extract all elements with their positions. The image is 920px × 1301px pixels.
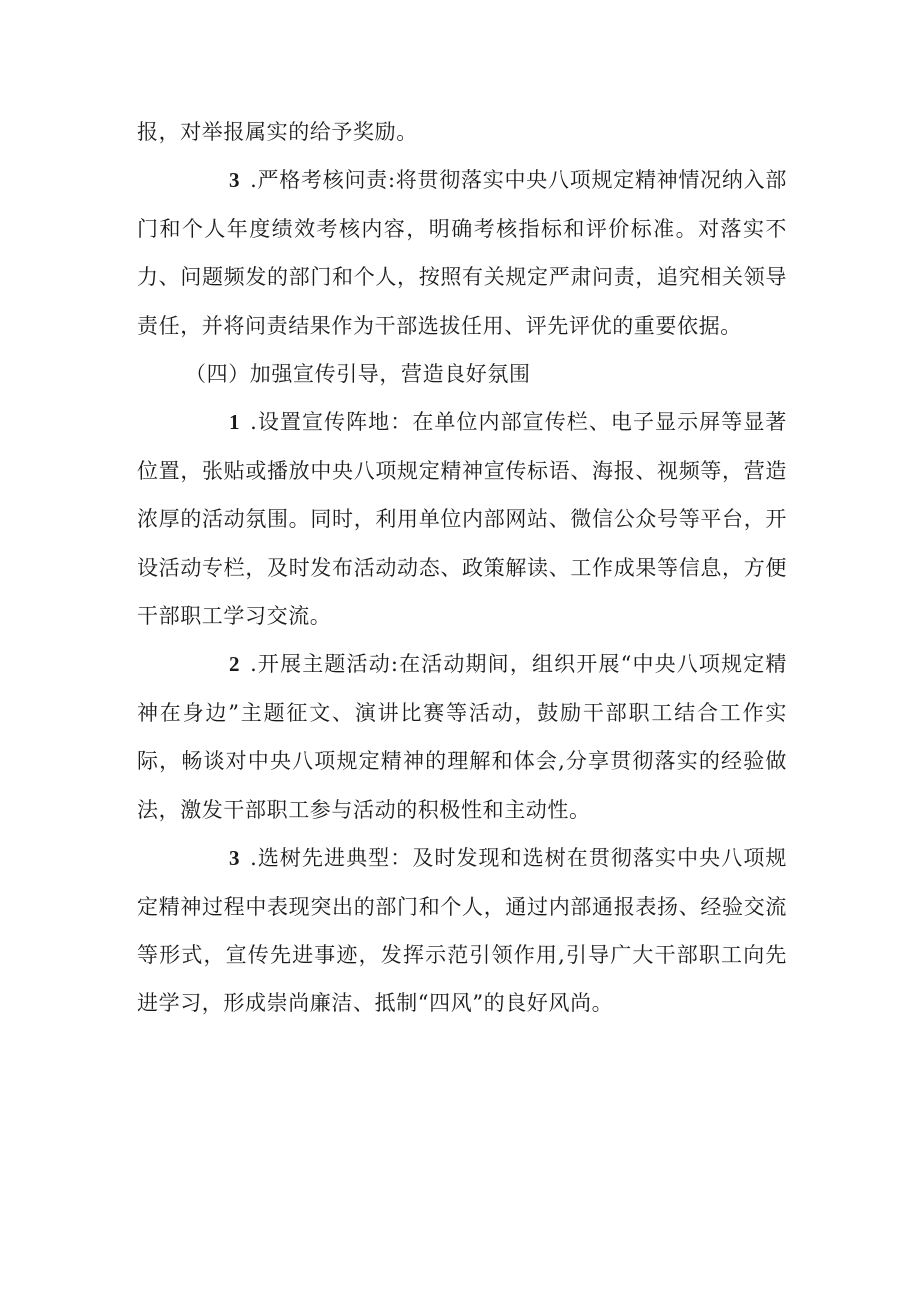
paragraph-strict-assessment [137, 156, 787, 350]
paragraph-advanced-models [137, 834, 787, 1028]
paragraph-continuation: 报，对举报属实的给予奖励。 [137, 120, 418, 144]
paragraph-publicity-platform [137, 398, 787, 640]
item-number: 3 [229, 168, 241, 193]
paragraph-text: .严格考核问责:将贯彻落实中央八项规定精神情况纳入部门和个人年度绩效考核内容，明确考核指标和评价标准。对落实不力、问题频发的部门和个人，按照有关规定严肃问责，追究相关领导责任，并将问责结果作为干部选拔任用、评先评优的重要依据。 [137, 168, 787, 338]
paragraph-text: .选树先进典型：及时发现和选树在贯彻落实中央八项规定精神过程中表现突出的部门和个人，通过内部通报表扬、经验交流等形式，宣传先进事迹，发挥示范引领作用,引导广大干部职工向先进学习，形成崇尚廉洁、抵制“四风”的良好风尚。 [137, 846, 787, 1016]
item-number: 1 [229, 410, 241, 435]
paragraph-text: .开展主题活动:在活动期间，组织开展“中央八项规定精神在身边”主题征文、演讲比赛等活动，鼓励干部职工结合工作实际，畅谈对中央八项规定精神的理解和体会,分享贯彻落实的经验做法，激发干部职工参与活动的积极性和主动性。 [137, 652, 787, 822]
item-number: 2 [229, 652, 241, 677]
paragraph-text: .设置宣传阵地：在单位内部宣传栏、电子显示屏等显著位置，张贴或播放中央八项规定精神宣传标语、海报、视频等，营造浓厚的活动氛围。同时，利用单位内部网站、微信公众号等平台，开设活动专栏，及时发布活动动态、政策解读、工作成果等信息，方便干部职工学习交流。 [137, 410, 787, 629]
item-number: 3 [229, 846, 241, 871]
document-body [137, 108, 787, 1028]
paragraph-theme-activities [137, 640, 787, 834]
section-heading: （四）加强宣传引导，营造良好氛围 [185, 362, 531, 387]
